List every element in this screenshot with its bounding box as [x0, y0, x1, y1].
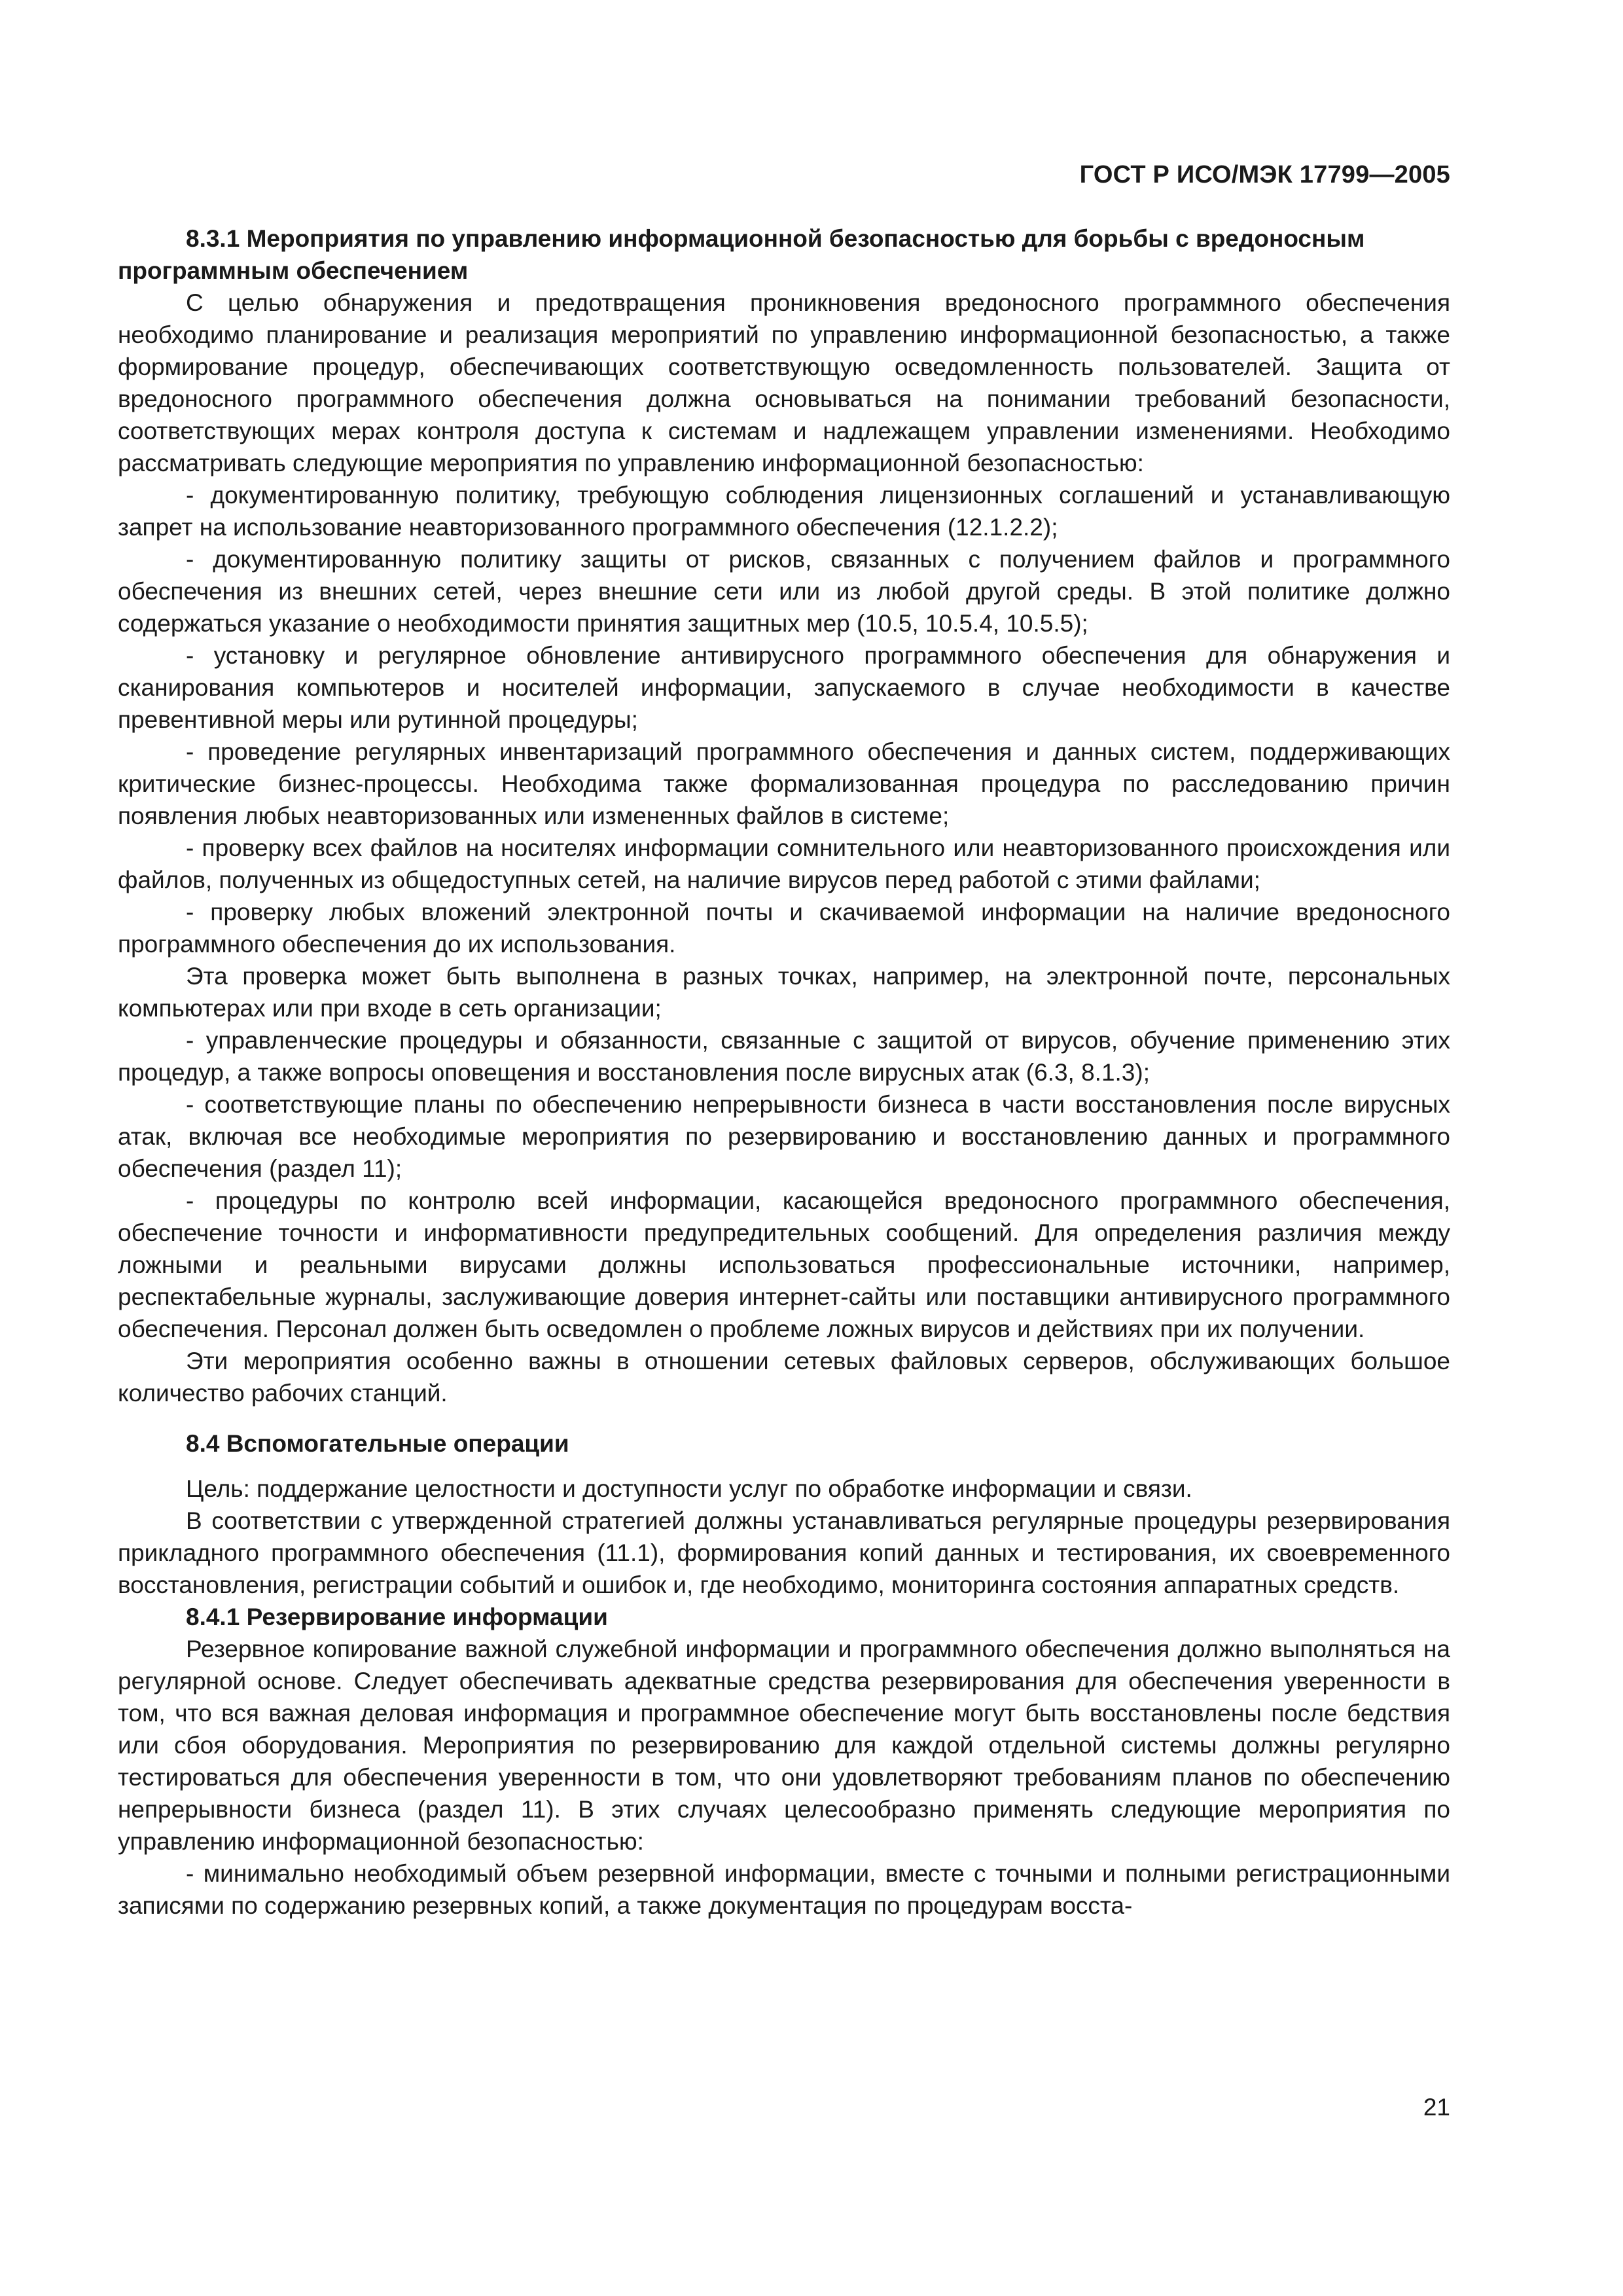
paragraph: Цель: поддержание целостности и доступности услуг по обработке информации и связи. [186, 1475, 1192, 1502]
document-body [118, 223, 1450, 1922]
paragraph: Резервное копирование важной служебной информации и программного обеспечения должно выполняться на регулярной основе. Следует обеспечивать адекватные средства резервирования для обеспечения уверенности в том, что вся важная деловая информация и программное обеспечение могут быть восстановлены после бедствия или сбоя оборудования. Мероприятия по резервированию для каждой отдельной системы должны регулярно тестироваться для обеспечения уверенности в том, что они удовлетворяют требованиям планов по обеспечению непрерывности бизнеса (раздел 11). В этих случаях целесообразно применять следующие мероприятия по управлению информационной безопасностью: [118, 1636, 1450, 1855]
list-item: - управленческие процедуры и обязанности, связанные с защитой от вирусов, обучение применению этих процедур, а также вопросы оповещения и восстановления после вирусных атак (6.3, 8.1.3); [118, 1027, 1450, 1086]
list-item: - установку и регулярное обновление антивирусного программного обеспечения для обнаружения и сканирования компьютеров и носителей информации, запускаемого в случае необходимости в качестве превентивной меры или рутинной процедуры; [118, 642, 1450, 733]
list-item: - документированную политику защиты от рисков, связанных с получением файлов и программного обеспечения из внешних сетей, через внешние сети или из любой другой среды. В этой политике должно содержаться указание о необходимости принятия защитных мер (10.5, 10.5.4, 10.5.5); [118, 546, 1450, 637]
paragraph: В соответствии с утвержденной стратегией должны устанавливаться регулярные процедуры резервирования прикладного программного обеспечения (11.1), формирования копий данных и тестирования, их своевременного восстановления, регистрации событий и ошибок и, где необходимо, мониторинга состояния аппаратных средств. [118, 1507, 1450, 1598]
paragraph: С целью обнаружения и предотвращения проникновения вредоносного программного обеспечения необходимо планирование и реализация мероприятий по управлению информационной безопасностью, а также формирование процедур, обеспечивающих соответствующую осведомленность пользователей. Защита от вредоносного программного обеспечения должна основываться на понимании требований безопасности, соответствующих мерах контроля доступа к системам и надлежащем управлении изменениями. Необходимо рассматривать следующие мероприятия по управлению информационной безопасностью: [118, 289, 1450, 476]
list-item: - проверку любых вложений электронной почты и скачиваемой информации на наличие вредоносного программного обеспечения до их использования. [118, 899, 1450, 958]
page-number: 21 [1423, 2094, 1450, 2121]
list-item: - соответствующие планы по обеспечению непрерывности бизнеса в части восстановления после вирусных атак, включая все необходимые мероприятия по резервированию и восстановлению данных и программного обеспечения (раздел 11); [118, 1091, 1450, 1182]
list-item: - проверку всех файлов на носителях информации сомнительного или неавторизованного происхождения или файлов, полученных из общедоступных сетей, на наличие вирусов перед работой с этими файлами; [118, 834, 1450, 893]
paragraph: Эта проверка может быть выполнена в разных точках, например, на электронной почте, персональных компьютерах или при входе в сеть организации; [118, 963, 1450, 1022]
section-heading-8-3-1: 8.3.1 Мероприятия по управлению информационной безопасностью для борьбы с вредоносным программным обеспечением [118, 225, 1365, 284]
paragraph: Эти мероприятия особенно важны в отношении сетевых файловых серверов, обслуживающих большое количество рабочих станций. [118, 1348, 1450, 1407]
section-heading-8-4: 8.4 Вспомогательные операции [186, 1430, 569, 1457]
section-heading-8-4-1: 8.4.1 Резервирование информации [186, 1604, 608, 1630]
document-header: ГОСТ Р ИСО/МЭК 17799—2005 [1079, 161, 1450, 188]
list-item: - минимально необходимый объем резервной информации, вместе с точными и полными регистрационными записями по содержанию резервных копий, а также документация по процедурам восста- [118, 1860, 1450, 1919]
list-item: - проведение регулярных инвентаризаций программного обеспечения и данных систем, поддерживающих критические бизнес-процессы. Необходима также формализованная процедура по расследованию причин появления любых неавторизованных или измененных файлов в системе; [118, 738, 1450, 829]
list-item: - процедуры по контролю всей информации, касающейся вредоносного программного обеспечения, обеспечение точности и информативности предупредительных сообщений. Для определения различия между ложными и реальными вирусами должны использоваться профессиональные источники, например, респектабельные журналы, заслуживающие доверия интернет-сайты или поставщики антивирусного программного обеспечения. Персонал должен быть осведомлен о проблеме ложных вирусов и действиях при их получении. [118, 1187, 1450, 1342]
list-item: - документированную политику, требующую соблюдения лицензионных соглашений и устанавливающую запрет на использование неавторизованного программного обеспечения (12.1.2.2); [118, 482, 1450, 541]
